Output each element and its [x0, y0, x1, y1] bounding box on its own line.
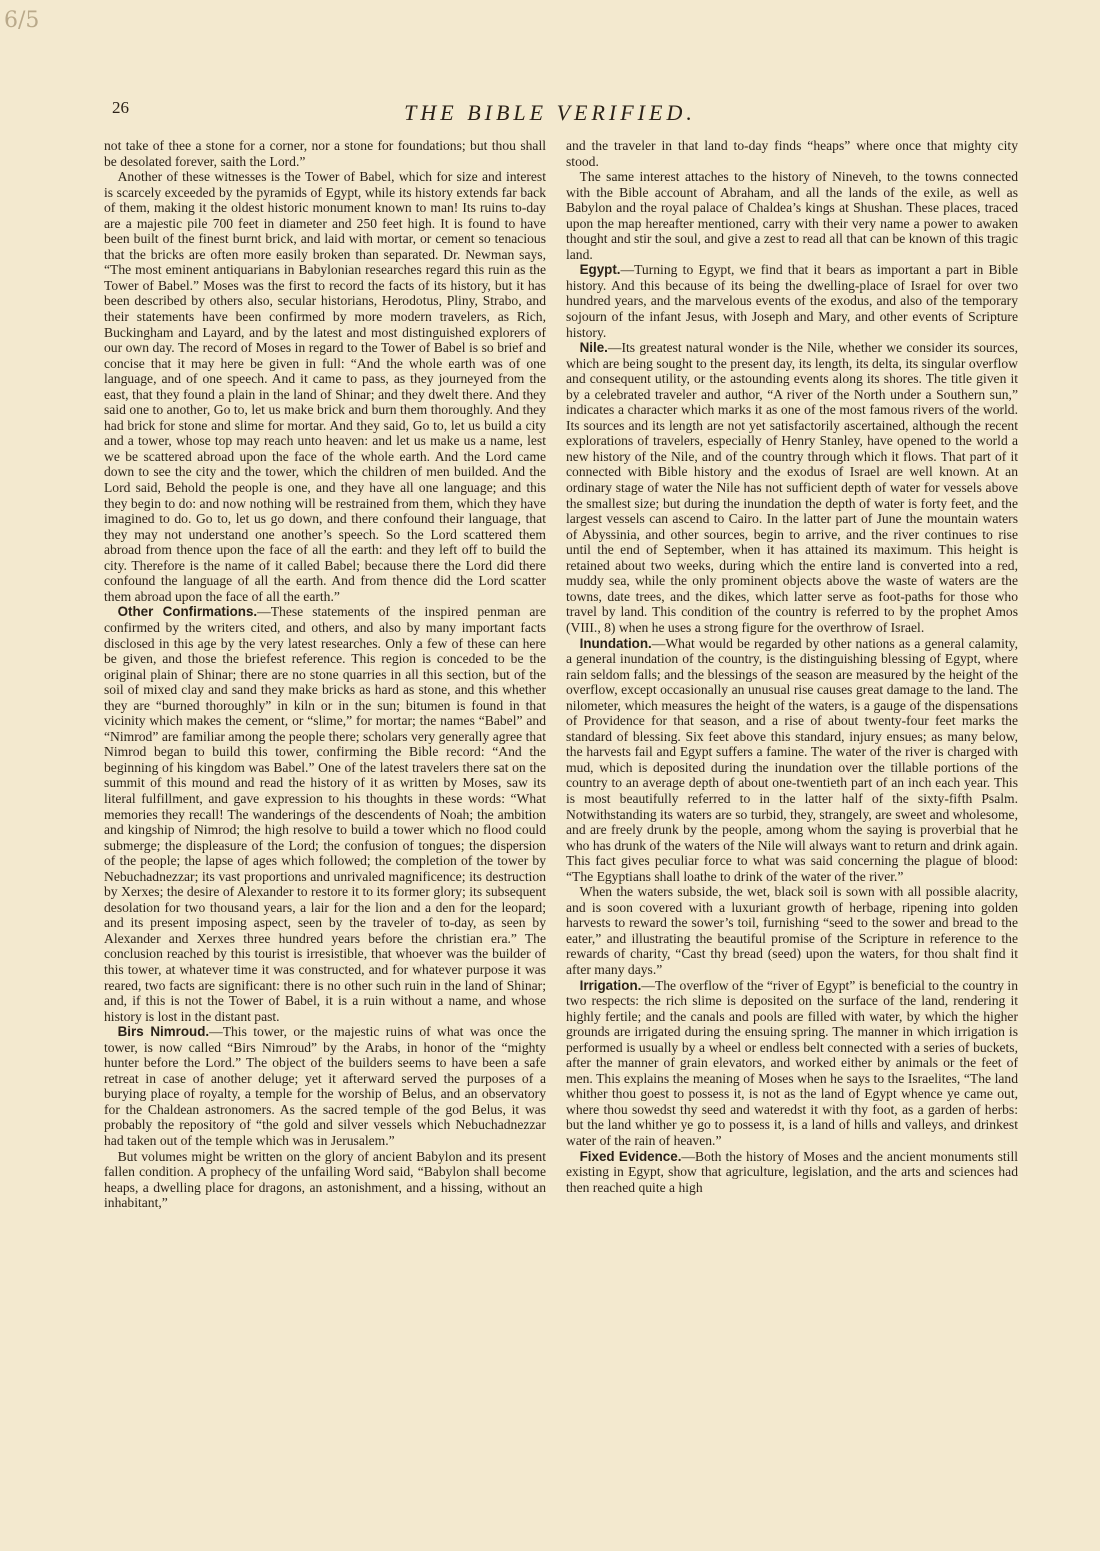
section-heading: Other Confirmations. — [117, 604, 258, 620]
section-heading: Nile. — [579, 340, 608, 356]
paragraph-text: —Its greatest natural wonder is the Nile, whether we consider its sources, which are being sought to the present day, its length, its delta, its singular overflow and consequent utility, or the astounding events along its shores. The title given it by a celebrated traveler and author, “A river of the North under a Southern sun,” indicates a character which marks it as one of the most famous rivers of the world. Its sources and its length are not yet satisfactorily ascertained, although the recent explorations of travelers, especially of Henry Stanley, have opened to the world a new history of the Nile, and of the country through which it flows. That part of it connected with Bible history and the exodus of Israel are well known. At an ordinary stage of water the Nile has not sufficient depth of water for vessels above the smallest size; but during the inundation the depth of water is forty feet, and the largest vessels can ascend to Cairo. In the latter part of June the mountain waters of Abyssinia, and other sources, begin to arrive, and the river continues to rise until the end of September, when it has attained its maximum. This height is retained about two weeks, during which the entire land is converted into a red, muddy sea, while the only prominent objects above the waste of waters are the towns, date trees, and the dikes, which latter serve as foot-paths for those who travel by land. This condition of the country is referred to by the prophet Amos (VIII., 8) when he uses a strong figure for the overthrow of Israel. — [566, 340, 1018, 635]
right-column — [566, 138, 1018, 1533]
paragraph — [566, 636, 1018, 885]
section-heading: Birs Nimroud. — [117, 1024, 210, 1040]
paragraph — [566, 262, 1018, 340]
paragraph — [566, 978, 1018, 1149]
section-heading: Fixed Evidence. — [579, 1148, 682, 1164]
paragraph-text: —The overflow of the “river of Egypt” is beneficial to the country in two respects: the rich slime is deposited on the surface of the land, rendering it highly fertile; and the canals and pools are filled with water, by which the higher grounds are irrigated during the ensuing spring. The manner in which irrigation is performed is usually by a wheel or endless belt connected with a series of buckets, after the manner of grain elevators, and worked either by animals or the feet of men. This explains the meaning of Moses when he says to the Israelites, “The land whither thou goest to possess it, is not as the land of Egypt whence ye came out, where thou sowedst thy seed and wateredst it with thy foot, as a garden of herbs: but the land whither ye go to possess it, is a land of hills and valleys, and drinkest water of the rain of heaven.” — [566, 977, 1018, 1148]
paragraph-text: —Turning to Egypt, we find that it bears as important a part in Bible history. And this because of its being the dwelling-place of Israel for over two hundred years, and the marvelous events of the exodus, and also of the temporary sojourn of the infant Jesus, with Joseph and Mary, and other events of Scripture history. — [566, 262, 1018, 340]
paragraph: Another of these witnesses is the Tower of Babel, which for size and interest is scarcely exceeded by the pyramids of Egypt, while its history extends far back of them, making it the oldest historic monument known to man! Its ruins to-day are a majestic pile 700 feet in diameter and 250 feet high. It is found to have been built of the finest burnt brick, and laid with mortar, or cement so tenacious that the bricks are often more easily broken than separated. Dr. Newman says, “The most eminent antiquarians in Babylonian researches regard this ruin as the Tower of Babel.” Moses was the first to record the facts of its history, but it has been described by others also, secular historians, Herodotus, Pliny, Strabo, and their statements have been confirmed by more modern travelers, as Rich, Buckingham and Layard, and by the latest and most distinguished explorers of our own day. The record of Moses in regard to the Tower of Babel is so brief and concise that it may here be given in full: “And the whole earth was of one language, and of one speech. And it came to pass, as they journeyed from the east, that they found a plain in the land of Shinar; and they dwelt there. And they said one to another, Go to, let us make brick and burn them thoroughly. And they had brick for stone and slime for mortar. And they said, Go to, let us build a city and a tower, whose top may reach unto heaven: and let us make us a name, lest we be scattered abroad upon the face of the whole earth. And the Lord came down to see the city and the tower, which the children of men builded. And the Lord said, Behold the people is one, and they have all one language; and this they begin to do: and now nothing will be restrained from them, which they have imagined to do. Go to, let us go down, and there confound their language, that they may not understand one another’s speech. So the Lord scattered them abroad from thence upon the face of all the earth: and they left off to build the city. Therefore is the name of it called Babel; because there the Lord did there confound the language of all the earth. And from thence did the Lord scatter them abroad upon the face of all the earth.” — [104, 169, 546, 604]
left-column — [104, 138, 546, 1533]
paragraph-text: —This tower, or the majestic ruins of what was once the tower, is now called “Birs Nimroud” by the Arabs, in honor of the “mighty hunter before the Lord.” The object of the builders seems to have been a safe retreat in case of another deluge; yet it afterward served the purposes of a burying place of royalty, a temple for the worship of Belus, and an observatory for the Chaldean astronomers. As the sacred temple of the god Belus, it was probably the repository of “the gold and silver vessels which Nebuchadnezzar had taken out of the temple which was in Jerusalem.” — [104, 1024, 546, 1148]
paragraph — [566, 340, 1018, 635]
section-heading: Irrigation. — [579, 977, 642, 993]
paragraph: When the waters subside, the wet, black soil is sown with all possible alacrity, and is soon covered with a luxuriant growth of herbage, ripening into golden harvests to reward the sower’s toil, furnishing “seed to the sower and bread to the eater,” and illustrating the beautiful promise of the Scripture in reference to the rewards of charity, “Cast thy bread (seed) upon the waters, for thou shalt find it after many days.” — [566, 884, 1018, 977]
paragraph-text: —What would be regarded by other nations as a general calamity, a general inundation of the country, is the distinguishing blessing of Egypt, where rain seldom falls; and the blessings of the season are measured by the height of the overflow, except occasionally an unusual rise causes great damage to the land. The nilometer, which measures the height of the waters, is a gauge of the dispensations of Providence for that season, and a rise of about twenty-four feet marks the standard of blessing. Six feet above this standard, injury ensues; as many below, the harvests fail and Egypt suffers a famine. The water of the river is charged with mud, which is deposited during the inundation over the tillable portions of the country to an average depth of about one-twentieth part of an inch each year. This is most beautifully referred to in the latter half of the sixty-fifth Psalm. Notwithstanding its waters are so turbid, they, strangely, are sweet and wholesome, and are freely drunk by the people, among whom the saying is proverbial that he who has drunk of the waters of the Nile will always want to return and drink again. This fact gives peculiar force to what was said concerning the plague of blood: “The Egyptians shall loathe to drink of the water of the river.” — [566, 635, 1018, 884]
paragraph-text: —These statements of the inspired penman are confirmed by the writers cited, and others, and also by many important facts disclosed in this age by the very latest researches. Only a few of these can here be given, and those the briefest reference. This region is conceded to be the original plain of Shinar; there are no stone quarries in all this section, but of the soil of mixed clay and sand they make bricks as hard as stone, and this whether they are “burned thoroughly” in kiln or in the sun; bitumen is found in that vicinity which makes the cement, or “slime,” for mortar; the names “Babel” and “Nimrod” are familiar among the people there; scholars very generally agree that Nimrod began to build this tower, confirming the Bible record: “And the beginning of his kingdom was Babel.” One of the latest travelers there sat on the summit of this mound and read the history of it as written by Moses, saw its literal fulfillment, and gave expression to his thoughts in these words: “What memories they recall! The wanderings of the descendents of Noah; the ambition and kingship of Nimrod; the high resolve to build a tower which no flood could submerge; the displeasure of the Lord; the confusion of tongues; the dispersion of the people; the lapse of ages which followed; the completion of the tower by Nebuchadnezzar; its vast proportions and unrivaled magnificence; its destruction by Xerxes; the desire of Alexander to restore it to its former glory; its subsequent desolation for two thousand years, a lair for the lion and a den for the leopard; and its present imposing aspect, seen by the traveler of to-day, as seen by Alexander and Xerxes three hundred years before the christian era.” The conclusion reached by this tourist is irresistible, that whoever was the builder of this tower, at whatever time it was constructed, and for whatever purpose it was reared, two facts are significant: there is no other such ruin in the land of Shinar; and, if this is not the Tower of Babel, it is a ruin without a name, and whose history is lost in the distant past. — [104, 604, 546, 1024]
section-heading: Inundation. — [579, 635, 652, 651]
paragraph-text: —Both the history of Moses and the ancient monuments still existing in Egypt, show that agriculture, legislation, and the arts and sciences had then reached quite a high — [566, 1148, 1018, 1195]
paragraph — [566, 1149, 1018, 1196]
section-heading: Egypt. — [579, 262, 621, 278]
paragraph: But volumes might be written on the glory of ancient Babylon and its present fallen condition. A prophecy of the unfailing Word said, “Babylon shall become heaps, a dwelling place for dragons, an astonishment, and a hissing, without an inhabitant,” — [104, 1148, 546, 1211]
margin-pencil-mark: 6/5 — [4, 8, 40, 33]
paragraph: and the traveler in that land to-day finds “heaps” where once that mighty city stood. — [566, 138, 1018, 169]
page-number: 26 — [112, 98, 129, 117]
paragraph — [104, 604, 546, 1024]
paragraph — [104, 1024, 546, 1148]
paragraph: not take of thee a stone for a corner, nor a stone for foundations; but thou shall be desolated forever, saith the Lord.” — [104, 138, 546, 169]
running-head: THE BIBLE VERIFIED. — [404, 100, 696, 125]
paragraph: The same interest attaches to the history of Nineveh, to the towns connected with the Bible account of Abraham, and all the lands of the exile, as well as Babylon and the royal palace of Chaldea’s kings at Shushan. These places, traced upon the map hereafter mentioned, carry with their very name a power to awaken thought and stir the soul, and give a zest to read all that can be known of this tragic land. — [566, 169, 1018, 262]
